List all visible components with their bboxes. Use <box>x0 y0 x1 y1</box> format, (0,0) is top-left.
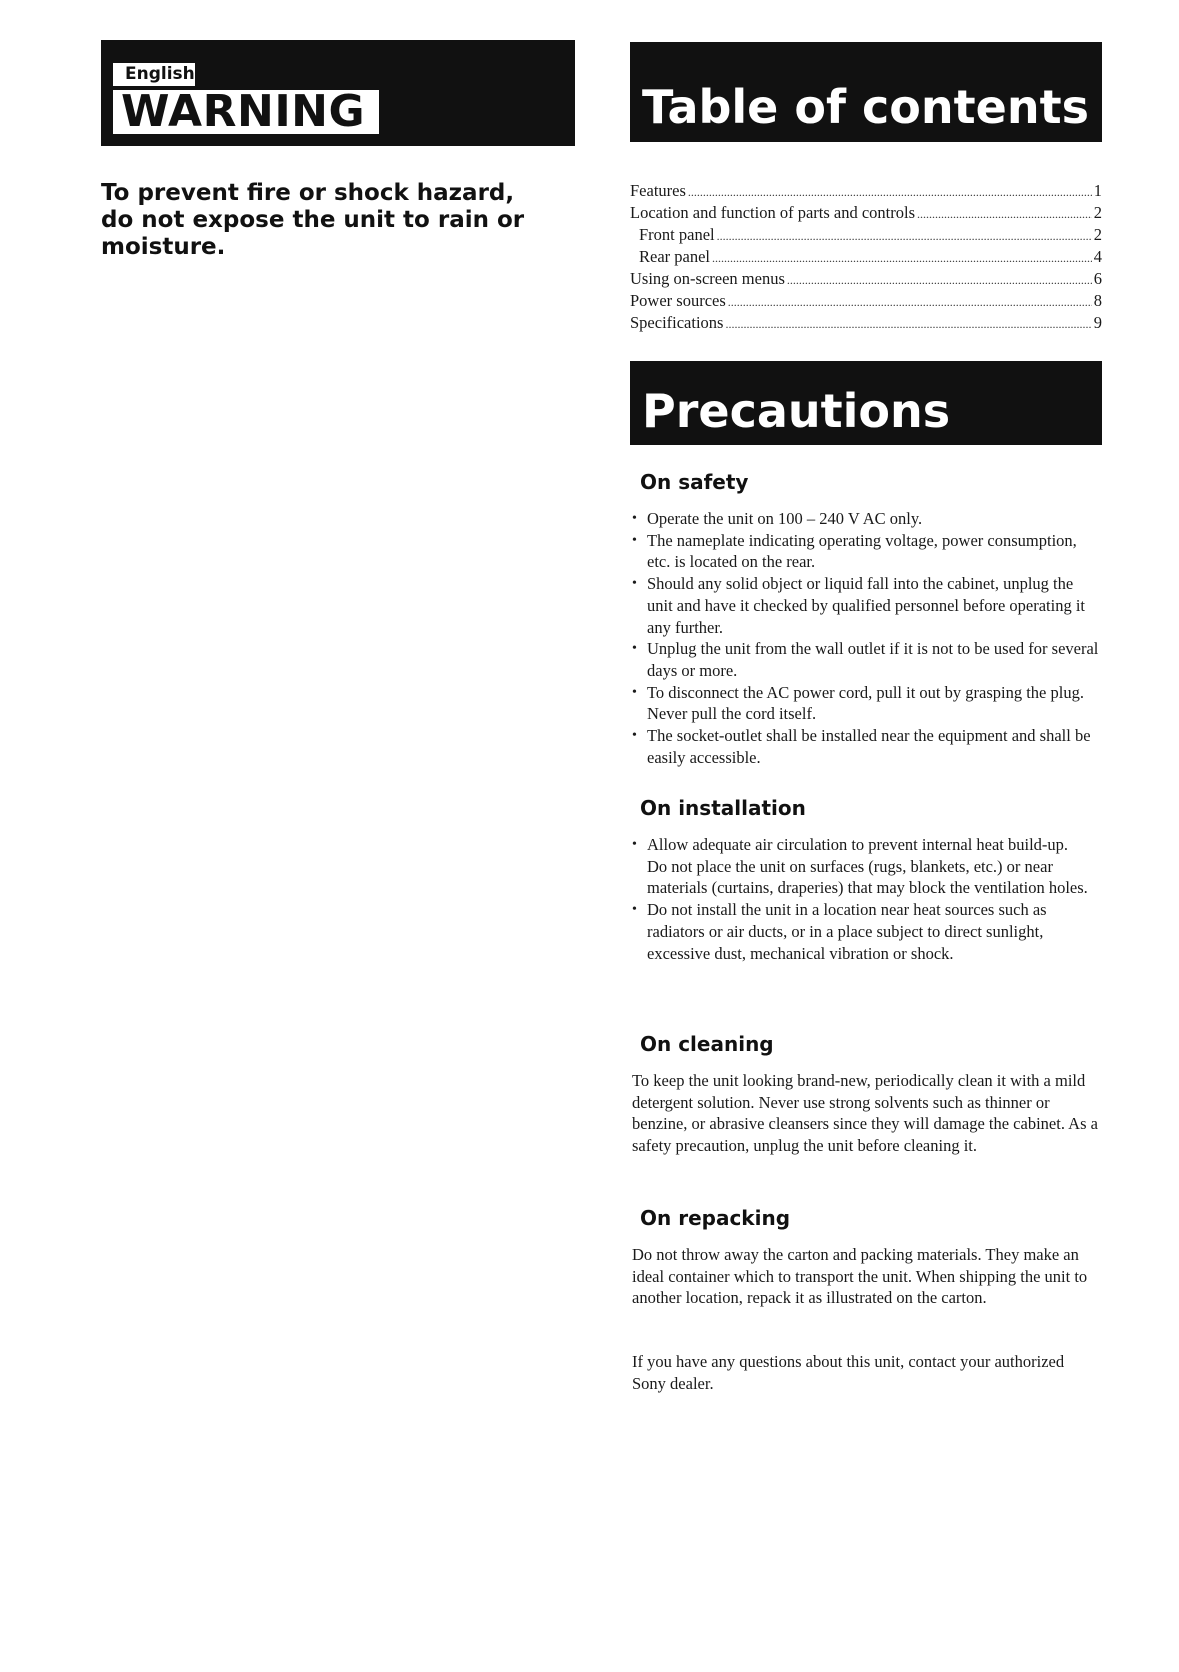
toc-leader <box>787 269 1092 291</box>
list-item-text: The socket-outlet shall be installed near the equipment and shall be easily accessible. <box>647 726 1091 767</box>
toc-leader <box>725 313 1091 335</box>
toc-entry[interactable] <box>630 224 1102 246</box>
toc-leader <box>688 181 1092 203</box>
precautions-title: Precautions <box>630 361 1102 445</box>
list-item-text: Operate the unit on 100 – 240 V AC only. <box>647 509 923 528</box>
bullet-icon: • <box>632 576 637 592</box>
bullet-icon: • <box>632 902 637 918</box>
list-item-text: The nameplate indicating operating voltage, power consumption, etc. is located on the rear. <box>647 530 1077 572</box>
toc-leader <box>917 203 1092 225</box>
bullet-icon: • <box>632 641 637 657</box>
list-item <box>630 725 1100 768</box>
toc-entry[interactable] <box>630 268 1102 290</box>
toc-list <box>630 180 1102 334</box>
toc-entry-page: 9 <box>1093 313 1102 332</box>
list-item <box>630 834 1100 899</box>
list-item-text: Allow adequate air circulation to prevent internal heat build-up. <box>647 835 1069 854</box>
list-item <box>630 573 1100 638</box>
warning-banner <box>101 40 575 146</box>
list-item-text: Do not place the unit on surfaces (rugs, blankets, etc.) or near materials (curtains, draperies) that may block the ventilation holes. <box>647 856 1088 898</box>
cleaning-text: To keep the unit looking brand-new, periodically clean it with a mild detergent solution. Never use strong solvents such as thinner or benzine, or abrasive cleansers since they will damage the cabinet. As a safety precaution, unplug the unit before cleaning it. <box>632 1071 1098 1156</box>
toc-entry[interactable] <box>630 202 1102 224</box>
list-item <box>630 638 1100 681</box>
cleaning-heading: On cleaning <box>640 1032 774 1056</box>
bullet-icon: • <box>632 837 637 852</box>
toc-entry-page: 4 <box>1093 247 1102 266</box>
list-item <box>630 899 1100 964</box>
toc-leader <box>717 225 1092 247</box>
list-item <box>630 530 1100 573</box>
bullet-icon: • <box>632 728 637 744</box>
installation-heading: On installation <box>640 796 806 820</box>
toc-leader <box>712 247 1092 269</box>
toc-entry-page: 1 <box>1093 181 1102 200</box>
toc-leader <box>728 291 1092 313</box>
language-tag: English <box>113 63 195 86</box>
list-item-text: Unplug the unit from the wall outlet if it is not to be used for several days or more. <box>647 639 1099 680</box>
bullet-icon: • <box>632 684 637 700</box>
toc-entry-title: Specifications <box>630 313 724 332</box>
toc-entry-title: Front panel <box>639 225 715 244</box>
toc-entry[interactable] <box>630 290 1102 312</box>
installation-list <box>630 834 1100 964</box>
toc-entry-page: 2 <box>1093 203 1102 222</box>
toc-entry-page: 2 <box>1093 225 1102 244</box>
list-item-text: Should any solid object or liquid fall into the cabinet, unplug the unit and have it checked by qualified personnel before operating it any further. <box>647 574 1086 637</box>
toc-entry-title: Features <box>630 181 686 200</box>
safety-heading: On safety <box>640 470 749 494</box>
list-item-text: Do not install the unit in a location near heat sources such as radiators or air ducts, or in a place subject to direct sunlight, excessive dust, mechanical vibration or shock. <box>647 900 1047 963</box>
toc-entry[interactable] <box>630 180 1102 202</box>
toc-entry-title: Location and function of parts and controls <box>630 203 916 222</box>
repacking-text: Do not throw away the carton and packing materials. They make an ideal container which to transport the unit. When shipping the unit to another location, repack it as illustrated on the carton. <box>632 1245 1088 1308</box>
toc-entry-page: 8 <box>1093 291 1102 310</box>
toc-entry-title: Power sources <box>630 291 726 310</box>
toc-title: Table of contents <box>630 42 1102 142</box>
toc-entry-title: Rear panel <box>639 247 711 266</box>
toc-entry[interactable] <box>630 246 1102 268</box>
repacking-heading: On repacking <box>640 1206 791 1230</box>
toc-entry[interactable] <box>630 312 1102 334</box>
list-item <box>630 682 1100 725</box>
warning-text: To prevent fire or shock hazard, do not expose the unit to rain or moisture. <box>101 180 525 260</box>
safety-list <box>630 508 1100 768</box>
toc-entry-title: Using on-screen menus <box>630 269 785 288</box>
list-item-text: To disconnect the AC power cord, pull it out by grasping the plug. Never pull the cord itself. <box>647 682 1084 724</box>
toc-entry-page: 6 <box>1093 269 1102 288</box>
list-item <box>630 508 1100 530</box>
warning-title: WARNING <box>113 90 379 134</box>
bullet-icon: • <box>632 511 637 526</box>
bullet-icon: • <box>632 532 637 548</box>
contact-text: If you have any questions about this unit, contact your authorized Sony dealer. <box>632 1352 1065 1393</box>
